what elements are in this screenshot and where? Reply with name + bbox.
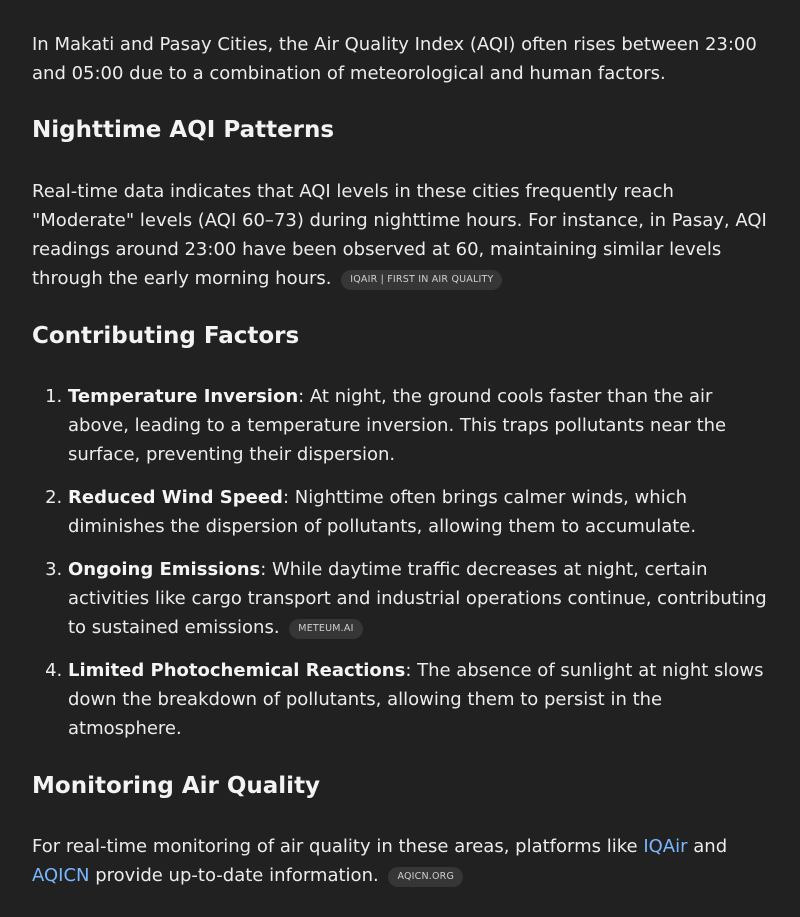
- citation-pill-aqicn[interactable]: AQICN.ORG: [388, 867, 463, 887]
- list-item: [68, 656, 770, 743]
- factors-list: [32, 382, 770, 743]
- factor-text: : Nighttime often brings calmer winds, which diminishes the dispersion of pollutants, allowing them to accumulate.: [68, 487, 697, 537]
- list-item: [68, 382, 770, 469]
- heading-contributing-factors: Contributing Factors: [32, 323, 300, 349]
- monitoring-paragraph: [32, 832, 770, 890]
- aqicn-link[interactable]: AQICN: [32, 865, 90, 886]
- patterns-paragraph: [32, 177, 770, 293]
- list-item: [68, 483, 770, 541]
- heading-nighttime-aqi-patterns: Nighttime AQI Patterns: [32, 117, 335, 143]
- factor-term: Ongoing Emissions: [68, 559, 261, 580]
- factor-text: : At night, the ground cools faster than the air above, leading to a temperature inversion. This traps pollutants near the surface, preventing their dispersion.: [68, 386, 727, 465]
- patterns-text: Real-time data indicates that AQI levels in these cities frequently reach "Moderate" levels (AQI 60–73) during nighttime hours. For instance, in Pasay, AQI readings around 23:00 have been observed at 60, maintaining similar levels through the early morning hours.: [32, 181, 767, 289]
- citation-pill-meteum[interactable]: METEUM.AI: [289, 619, 362, 639]
- monitoring-text-before: For real-time monitoring of air quality in these areas, platforms like: [32, 836, 644, 857]
- factor-term: Limited Photochemical Reactions: [68, 660, 406, 681]
- heading-monitoring-air-quality: Monitoring Air Quality: [32, 773, 321, 799]
- factor-term: Reduced Wind Speed: [68, 487, 283, 508]
- monitoring-text-after: provide up-to-date information.: [89, 865, 379, 886]
- intro-paragraph: In Makati and Pasay Cities, the Air Quality Index (AQI) often rises between 23:00 and 05:00 due to a combination of meteorological and human factors.: [32, 34, 757, 84]
- factor-text: : The absence of sunlight at night slows down the breakdown of pollutants, allowing them to persist in the atmosphere.: [68, 660, 764, 739]
- citation-pill-iqair[interactable]: IQAIR | FIRST IN AIR QUALITY: [341, 270, 502, 290]
- monitoring-text-between: and: [687, 836, 728, 857]
- iqair-link[interactable]: IQAir: [643, 836, 688, 857]
- list-item: [68, 555, 770, 642]
- factor-text: : While daytime traffic decreases at night, certain activities like cargo transport and industrial operations continue, contributing to sustained emissions.: [68, 559, 767, 638]
- factor-term: Temperature Inversion: [68, 386, 299, 407]
- assistant-message: [32, 30, 770, 890]
